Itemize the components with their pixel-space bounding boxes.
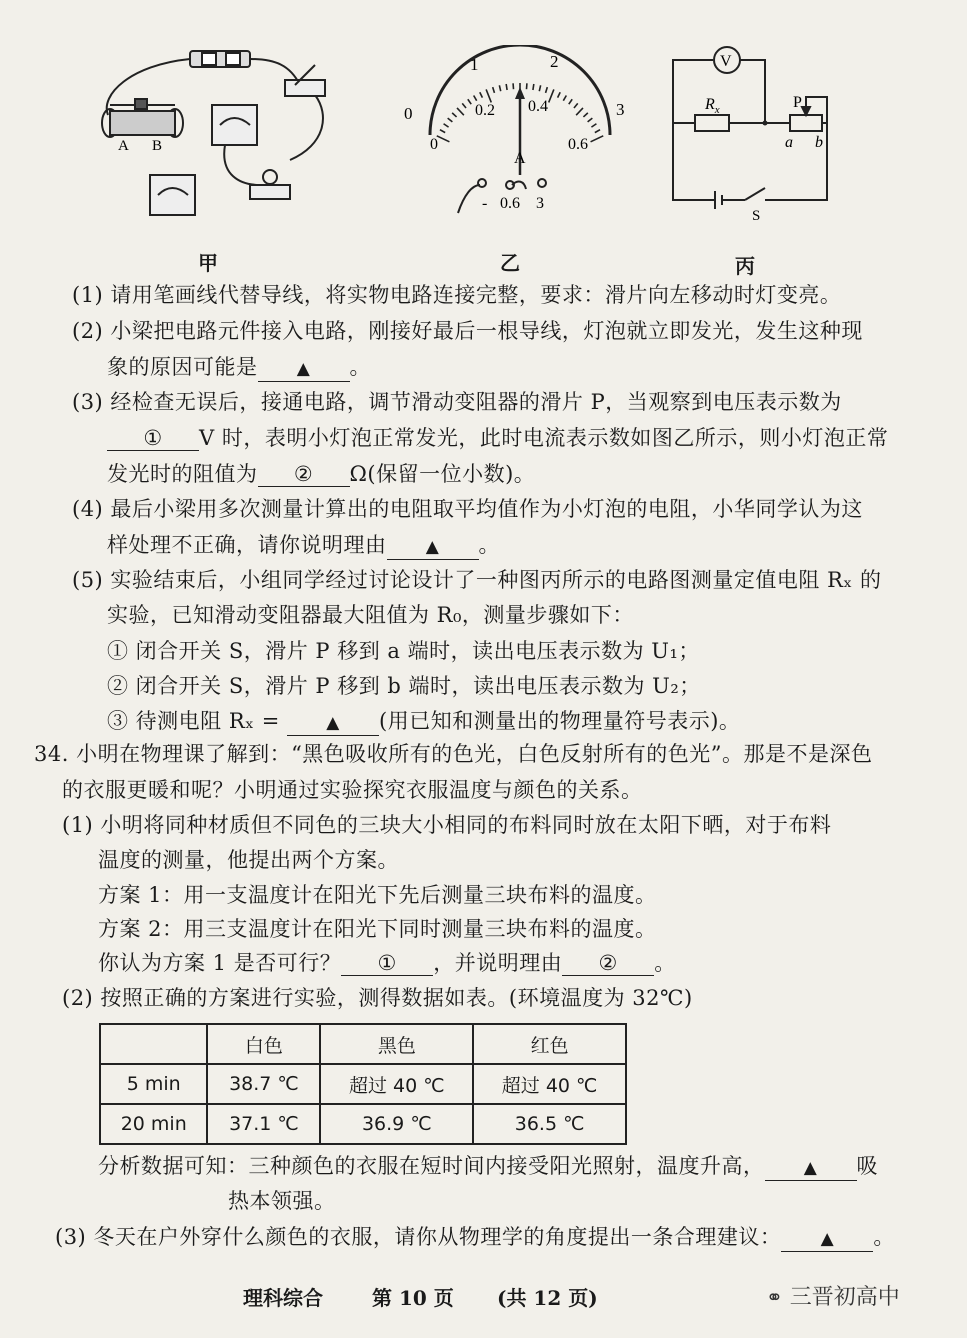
rheostat-symbol [790,115,822,131]
table-header-cell: 黑色 [320,1024,473,1064]
q33-2-answer-blank[interactable]: ▲ [258,355,350,382]
table-header-cell: 白色 [207,1024,320,1064]
end-a-label: a [785,134,793,151]
dial-tick [462,103,466,108]
table-cell: 20 min [100,1104,207,1144]
caption-bing: 丙 [735,254,755,278]
unit-label: A [514,150,526,167]
dial-tick [591,136,604,142]
terminal-b-label: B [152,138,163,154]
dial-tick [558,92,561,97]
q34-intro-line2: 的衣服更暖和呢？小明通过实验探究衣服温度与颜色的关系。 [62,778,643,802]
dial-tick [474,96,477,101]
dial-tick [506,84,507,90]
q34-part3: (3) 冬天在户外穿什么颜色的衣服，请你从物理学的角度提出一条合理建议： ▲ 。 [55,1222,895,1252]
q33-part3-line2: ① V 时，表明小灯泡正常发光，此时电流表示数如图乙所示，则小灯泡正常 [107,423,888,453]
figure-bing-diagram [665,45,845,225]
dial-tick [486,89,491,102]
table-row [100,1064,626,1104]
dial-tick [440,130,445,133]
q33-4-answer-blank[interactable]: ▲ [387,533,479,560]
dial-tick [595,130,600,133]
q33-part4-line2: 样处理不正确，请你说明理由 ▲ 。 [107,530,500,560]
q34-1-blank-1[interactable]: ① [341,951,433,976]
table-cell: 超过 40 ℃ [320,1064,473,1104]
q34-plan1: 方案 1：用一支温度计在阳光下先后测量三块布料的温度。 [98,883,657,907]
switch-label: S [752,208,761,224]
q34-part1-question: 你认为方案 1 是否可行？ ① ，并说明理由 ② 。 [98,951,676,975]
q33-part3-line3: 发光时的阻值为 ② Ω(保留一位小数)。 [107,462,536,486]
dial-tick [588,118,593,122]
q33-3-blank-2[interactable]: ② [258,462,350,487]
q33-3-blank-1[interactable]: ① [107,426,199,451]
dial-tick [437,136,450,142]
dial-tick [493,87,495,93]
table-header-cell: 红色 [473,1024,626,1064]
table-cell: 36.5 ℃ [473,1104,626,1144]
table-header-cell [100,1024,207,1064]
table-header-row [100,1024,626,1064]
dial-tick [549,89,554,102]
footer-subject: 理科综合 [243,1286,323,1310]
q34-plan2: 方案 2：用三支温度计在阳光下同时测量三块布料的温度。 [98,917,657,941]
end-b-label: b [815,134,823,151]
table-row [100,1104,626,1144]
scale-bottom-04: 0.4 [528,98,548,115]
voltmeter-label: V [720,53,732,70]
scale-bottom-06: 0.6 [568,136,588,153]
q34-analysis-line1: 分析数据可知：三种颜色的衣服在短时间内接受阳光照射，温度升高， ▲ 吸 [98,1151,878,1181]
terminal-a-label: A [118,138,129,154]
dial-tick [583,113,587,117]
footer-total-pages: (共 12 页) [497,1286,598,1310]
table-cell: 37.1 ℃ [207,1104,320,1144]
scale-bottom-02: 0.2 [475,102,495,119]
dial-tick [563,96,566,101]
q34-3-answer-blank[interactable]: ▲ [781,1225,873,1252]
rx-label: $R_x$ [705,96,720,116]
terminal-3: 3 [536,195,544,212]
dial-tick [452,113,456,117]
q34-2-answer-blank[interactable]: ▲ [765,1154,857,1181]
dial-tick [444,124,449,127]
scale-top-0: 0 [404,104,413,123]
dial-tick [591,124,596,127]
scale-top-1: 1 [470,55,479,74]
table-cell: 38.7 ℃ [207,1064,320,1104]
q33-part2-line2: 象的原因可能是 ▲ 。 [107,352,371,382]
dial-tick [569,99,572,104]
dial-tick [576,108,583,115]
q33-part5-step3: ③ 待测电阻 Rₓ = ▲ (用已知和测量出的物理量符号表示)。 [107,706,740,736]
q33-part5-step2: ② 闭合开关 S，滑片 P 移到 b 端时，读出电压表示数为 U₂； [107,674,701,698]
terminal-06: 0.6 [500,195,520,212]
figure-yi-ammeter [400,45,640,225]
dial-tick [468,99,471,104]
q34-intro-line1: 34. 小明在物理课了解到：“黑色吸收所有的色光，白色反射所有的色光”。那是不是深色 [34,742,873,766]
q34-1-blank-2[interactable]: ② [562,951,654,976]
q34-part1-line1: (1) 小明将同种材质但不同色的三块大小相同的布料同时放在太阳下晒，对于布料 [62,813,832,837]
dial-tick [457,108,464,115]
q34-analysis-line2: 热本领强。 [228,1189,336,1213]
temperature-table [99,1023,627,1145]
table-cell: 超过 40 ℃ [473,1064,626,1104]
q33-part4-line1: (4) 最后小梁用多次测量计算出的电阻取平均值作为小灯泡的电阻，小华同学认为这 [72,497,863,521]
dial-tick [533,84,534,90]
scale-top-2: 2 [550,52,559,71]
q33-part1: (1) 请用笔画线代替导线，将实物电路连接完整，要求：滑片向左移动时灯变亮。 [72,283,842,307]
q33-part5-step1: ① 闭合开关 S，滑片 P 移到 a 端时，读出电压表示数为 U₁； [107,639,700,663]
watermark [766,1280,900,1311]
q33-part2-line1: (2) 小梁把电路元件接入电路，刚接好最后一根导线，灯泡就立即发光，发生这种现 [72,319,863,343]
dial-tick [546,87,548,93]
q33-part5-line1: (5) 实验结束后，小组同学经过讨论设计了一种图丙所示的电路图测量定值电阻 Rₓ 的 [72,568,882,592]
table-cell: 5 min [100,1064,207,1104]
rx-resistor [695,115,729,131]
dial-tick [539,85,540,91]
dial-tick [448,118,453,122]
scale-top-3: 3 [616,100,625,119]
caption-yi: 乙 [500,251,520,275]
dial-tick [499,85,500,91]
wechat-icon: ⚭ [766,1285,783,1309]
caption-jia: 甲 [198,251,218,275]
q33-5-answer-blank[interactable]: ▲ [287,709,379,736]
slider-p-label: P [793,94,802,111]
terminal-minus: - [482,195,488,212]
q33-part3-line1: (3) 经检查无误后，接通电路，调节滑动变阻器的滑片 P，当观察到电压表示数为 [72,390,842,414]
q34-part1-line2: 温度的测量，他提出两个方案。 [98,848,399,872]
table-cell: 36.9 ℃ [320,1104,473,1144]
q34-part2: (2) 按照正确的方案进行实验，测得数据如表。(环境温度为 32℃) [62,986,693,1010]
footer-page-number: 第 10 页 [372,1286,454,1310]
scale-bottom-0: 0 [430,136,438,153]
dial-tick [574,103,578,108]
figure-jia-circuit [90,35,350,235]
dial-tick [480,92,483,97]
q33-part5-line2: 实验，已知滑动变阻器最大阻值为 R₀，测量步骤如下： [107,603,634,627]
watermark-text: 三晋初高中 [789,1285,900,1310]
